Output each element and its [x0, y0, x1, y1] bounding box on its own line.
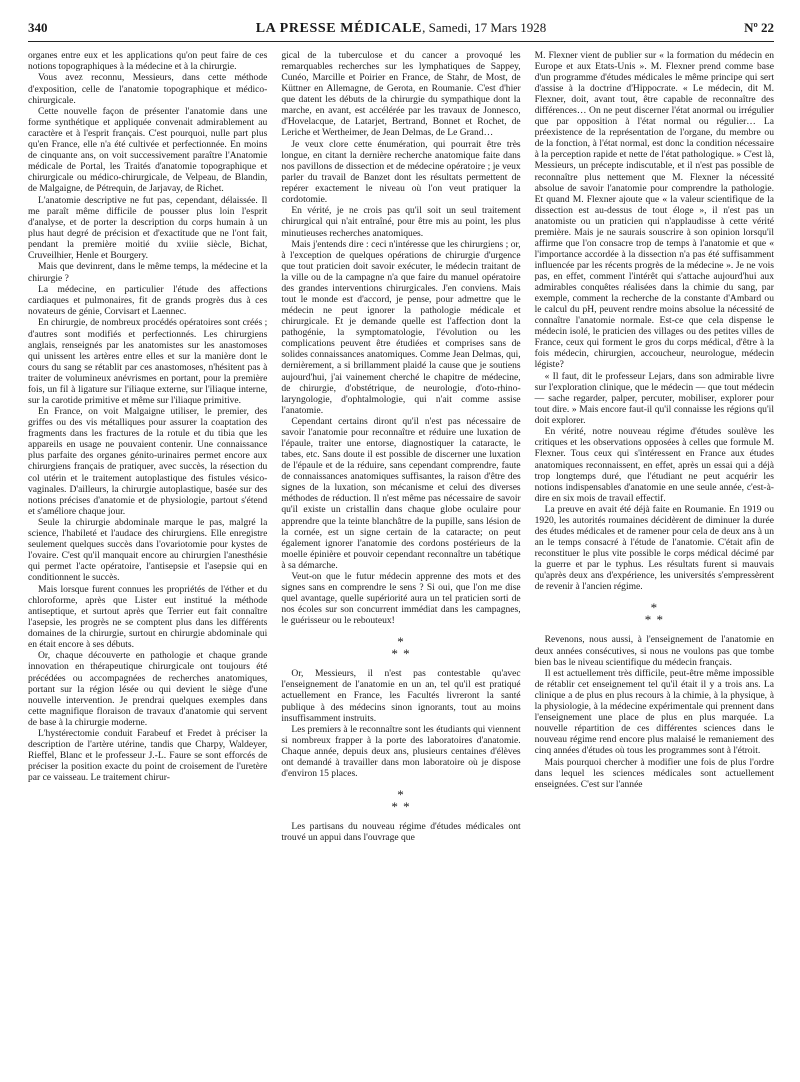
- paragraph: La preuve en avait été déjà faite en Roumanie. En 1919 ou 1920, les autorités roumaines décidèrent de diminuer la durée des études médicales et de ramener pour cela de deux ans à un an le temps consacré à l'étude de l'anatomie. C'était afin de reconstituer le plus vite possible le corps médical décimé par la guerre et par le typhus. Les résultats furent si mauvais qu'après deux ans d'expérience, les universités s'empressèrent de revenir à l'ancien régime.: [534, 504, 774, 593]
- paragraph: L'anatomie descriptive ne fut pas, cependant, délaissée. Il me paraît même difficile de pousser plus loin l'esprit d'analyse, et de porter la description du corps humain à un plus haut degré de précision et d'exactitude que ne l'ont fait, pendant la première moitié du xviiie siècle, Bichat, Cruveilhier, Henle et Bourgery.: [28, 194, 268, 262]
- paragraph: « Il faut, dit le professeur Lejars, dans son admirable livre sur l'exploration clinique, que le médecin — que tout médecin — sache regarder, palper, percuter, mobiliser, explorer pour tout dire. » Mais encore faut-il qu'il connaisse les régions qu'il doit explorer.: [534, 370, 774, 426]
- paragraph: Vous avez reconnu, Messieurs, dans cette méthode d'exposition, celle de l'anatomie topographique et médico-chirurgicale.: [28, 72, 268, 106]
- paragraph: La médecine, en particulier l'étude des affections cardiaques et pulmonaires, fit de grands progrès dus à ces novateurs de génie, Corvisart et Laennec.: [28, 283, 268, 318]
- paragraph: organes entre eux et les applications qu'on peut faire de ces notions topographiques à la médecine et à la chirurgie.: [28, 50, 268, 73]
- column-1: [28, 50, 267, 844]
- paragraph: Mais lorsque furent connues les propriétés de l'éther et du chloroforme, après que Lister eut institué la méthode antiseptique, et surtout après que Terrier eut fait connaître l'asepsie, les progrès ne se comptent plus dans les différents domaines de la chirurgie, surtout en chirurgie abdominale qui en était encore à ses débuts.: [28, 583, 268, 650]
- paragraph: Mais que devinrent, dans le même temps, la médecine et la chirurgie ?: [28, 261, 268, 284]
- page-number: 340: [28, 20, 48, 35]
- issue-number: Nº 22: [744, 20, 774, 35]
- paragraph: Revenons, nous aussi, à l'enseignement de l'anatomie en deux années consécutives, si nous ne voulons pas que tombe bien bas le niveau scientifique du médecin français.: [534, 634, 774, 668]
- paragraph: gical de la tuberculose et du cancer a provoqué les remarquables recherches sur les lymphatiques de Sappey, Cunéo, Marcille et Poirier en France, de Stahr, de Most, de Küttner en Allemagne, de Gerota, en Roumanie. C'est d'hier que datent les débuts de la chirurgie du sympathique dont la marche, en avant, est accélérée par les travaux de Jonnesco, d'Hovelacque, de Latarjet, Bertrand, Bonnet et Rochet, de Leriche et Wertheimer, de Jean Delmas, de Le Grand…: [281, 50, 521, 139]
- section-separator-asterism: * * *: [391, 787, 411, 815]
- paragraph: Il est actuellement très difficile, peut-être même impossible de rétablir cet enseignement tel qu'il était il y a trois ans. La clinique a de plus en plus recours à la chimie, à la physique, à la physiologie, à la médecine expérimentale qui prennent dans l'enseignement une place de plus en plus marquée. La nouvelle répartition de ces différentes sciences dans le nouveau régime rend encore plus malaisé le remaniement des cinq années d'études où tous les programmes sont à l'étroit.: [534, 668, 774, 757]
- paragraph: En vérité, notre nouveau régime d'études soulève les critiques et les observations opposées à celles que formule M. Flexner. Tous ceux qui s'intéressent en France aux études anatomiques reconnaissent, en effet, après un essai qui a déjà trop longtemps duré, que l'étudiant ne peut acquérir les notions indispensables d'anatomie en une seule année, c'est-à-dire en six mois de travail effectif.: [534, 426, 774, 504]
- paragraph: Seule la chirurgie abdominale marque le pas, malgré la science, l'habileté et l'audace des chirurgiens. Elle enregistre seulement quelques succès dans l'ovariotomie pour kystes de l'ovaire. C'est qu'il manquait encore au chirurgien l'anesthésie qui permet l'acte opératoire, l'antisepsie et l'asepsie qui en conditionnent le succès.: [28, 517, 268, 584]
- journal-title: [256, 20, 547, 37]
- section-separator-asterism: * * *: [391, 634, 411, 662]
- section-separator-asterism: * * *: [644, 600, 664, 628]
- paragraph: Cependant certains diront qu'il n'est pas nécessaire de savoir l'anatomie pour reconnaître et réduire une luxation de l'épaule, traiter une entorse, diagnostiquer la cataracte, le tabes, etc. Sans doute il est possible de discerner une luxation de l'épaule et de la réduire, sans cependant comprendre, faute de connaissances anatomiques suffisantes, la raison d'être des signes de la luxation, son mécanisme et celui des diverses méthodes de réduction. Il n'est même pas nécessaire de savoir qu'il existe un cristallin dans chaque globe oculaire pour apprendre que la teinte blanchâtre de la pupille, sans lésion de la cornée, est un signe certain de la cataracte; on peut également ignorer l'anatomie des cordons postérieurs de la moelle épinière et pouvoir cependant reconnaître un tabétique à sa démarche.: [281, 416, 521, 571]
- column-3: [535, 50, 774, 844]
- column-2: [281, 50, 520, 844]
- journal-name: LA PRESSE MÉDICALE: [255, 21, 423, 36]
- paragraph: Mais j'entends dire : ceci n'intéresse que les chirurgiens ; or, à l'exception de quelques opérations de chirurgie d'urgence que tout praticien doit savoir exécuter, le médecin traitant de la ville ou de la campagne n'a que faire du manuel opératoire des grandes interventions chirurgicales. J'en conviens. Mais tout le monde est d'accord, je pense, pour admettre que le médecin ne peut ignorer la pathologie médicale et chirurgicale. Et je demande quelle est l'affection dont la pathogénie, la symptomatologie, l'évolution ou les complications peuvent être étudiées et comprises sans de solides connaissances anatomiques. Comme Jean Delmas, qui, dernièrement, a si brillamment plaidé la cause que je soutiens aujourd'hui, j'ai vainement cherché le chapitre de médecine, de chirurgie, d'obstétrique, de neurologie, d'oto-rhino-laryngologie, d'ophtalmologie, qui n'ait comme assise l'anatomie.: [281, 238, 521, 416]
- paragraph: Les premiers à le reconnaître sont les étudiants qui viennent si nombreux frapper à la porte des laboratoires d'anatomie. Chaque année, depuis deux ans, plusieurs centaines d'élèves ont demandé à travailler dans mon laboratoire où je dispose d'environ 15 places.: [281, 724, 521, 780]
- page-header: [28, 20, 774, 42]
- paragraph: En chirurgie, de nombreux procédés opératoires sont créés ; d'autres sont modifiés et perfectionnés. Les chirurgiens anglais, renseignés par les anatomistes sur les anastomoses qui unissent les artères entre elles et sur la manière dont le cours du sang se rétablit par ces anastomoses, n'hésitent pas à traiter de volumineux anévrismes en portant, pour la première fois, un fil à ligature sur l'iliaque externe, sur l'iliaque interne, sur la carotide primitive et même sur l'iliaque primitive.: [28, 317, 268, 406]
- paragraph: Les partisans du nouveau régime d'études médicales ont trouvé un appui dans l'ouvrage que: [281, 821, 521, 844]
- paragraph: Mais pourquoi chercher à modifier une fois de plus l'ordre dans lequel les sciences médicales sont actuellement enseignées. C'est sur l'année: [534, 756, 774, 790]
- paragraph: En vérité, je ne crois pas qu'il soit un seul traitement chirurgical qui n'ait entraîné, pour être mis au point, les plus minutieuses recherches anatomiques.: [281, 205, 521, 239]
- paragraph: Or, chaque découverte en pathologie et chaque grande innovation en thérapeutique chirurgicale ont toujours été précédées ou accompagnées de recherches anatomiques, portant sur la région lésée ou qui devient le siège d'une nouvelle intervention. Je prendrai quelques exemples dans cette magnifique floraison de travaux d'anatomie qui servent de base à la chirurgie moderne.: [28, 650, 268, 728]
- paragraph: L'hystérectomie conduit Farabeuf et Fredet à préciser la description de l'artère utérine, tandis que Charpy, Waldeyer, Rieffel, Blanc et le professeur J.-L. Faure se sont efforcés de préciser la position exacte du point de croisement de l'uretère par ce vaisseau. Le traitement chirur-: [28, 728, 268, 784]
- paragraph: Je veux clore cette énumération, qui pourrait être très longue, en citant la dernière recherche anatomique faite dans nos pavillons de dissection et de médecine opératoire ; je veux parler du travail de Banzet dont les résultats permettent de repérer exactement le niveau où l'on veut pratiquer la cordotomie.: [281, 138, 521, 205]
- paragraph: Cette nouvelle façon de présenter l'anatomie dans une forme synthétique et appliquée convenait admirablement au caractère et à l'esprit français. C'est pourquoi, nulle part plus qu'en France, elle n'a été cultivée et perfectionnée. En moins de cinquante ans, on voit successivement paraître l'Anatomie médicale de Portal, les Traités d'anatomie topographique et chirurgicale ou médico-chirurgicale, de Velpeau, de Blandin, de Malgaigne, de Pétrequin, de Jarjavay, de Richet.: [28, 106, 268, 195]
- issue-date: , Samedi, 17 Mars 1928: [422, 20, 547, 35]
- paragraph: Or, Messieurs, il n'est pas contestable qu'avec l'enseignement de l'anatomie en un an, tel qu'il est pratiqué actuellement en France, les Facultés livreront la santé publique à des médecins sinon ignorants, tout au moins insuffisamment instruits.: [281, 668, 521, 724]
- text-columns: [28, 50, 774, 844]
- paragraph: En France, on voit Malgaigne utiliser, le premier, des griffes ou des vis métalliques pour assurer la coaptation des fragments dans les fractures de la rotule et du tibia que les appareils en usage ne pouvaient contenir. Une connaissance plus parfaite des organes génito-urinaires permet encore aux chirurgiens français de pratiquer, avec succès, la résection du col utérin et le traitement autoplastique des fistules vésico-vaginales. D'ailleurs, la chirurgie autoplastique, basée sur des notions précises d'anatomie et de physiologie, partout s'étend et s'améliore chaque jour.: [28, 406, 268, 517]
- paragraph: M. Flexner vient de publier sur « la formation du médecin en Europe et aux Etats-Unis ». M. Flexner prend comme base d'un programme d'études médicales le même principe qui sert d'assise à la doctrine d'Hippocrate. « Le médecin, dit M. Flexner, doit, avant tout, être capable de reconnaître des différences… On ne peut discerner l'état anormal ou irrégulier que par opposition à l'état normal ou régulier… La préexistence de la représentation de l'organe, du membre ou de la fonction, à l'état normal, est donc la condition nécessaire à la perception rapide et nette de l'état pathologique. » C'est là, Messieurs, un précepte indiscutable, et il n'est pas possible de reconnaître plus nettement que M. Flexner la nécessité absolue de savoir l'anatomie pour comprendre la pathologie. Et quand M. Flexner ajoute que « la valeur scientifique de la dissection est au-dessus de tout éloge », il n'est pas un anatomiste ou un praticien qui n'applaudisse à cette vérité première. Mais je ne saurais souscrire à son opinion lorsqu'il affirme que l'on consacre trop de temps à l'anatomie et que « l'importance accordée à la dissection n'a pas été suffisamment influencée par les récents progrès de la médecine ». Je ne vois pas, en effet, comment l'intérêt qui s'attache aujourd'hui aux admirables conquêtes réalisées dans la chimie du sang, par exemple, comment la recherche de la constante d'Ambard ou le calcul du pH, peuvent rendre moins absolue la nécessité de connaître l'anatomie normale. Est-ce que cela dispense le médecin isolé, le praticien des villages ou des petites villes de France, ceux qui forment le gros du corps médical, d'être à la fois médecin, chirurgien, accoucheur, neurologue, médecin légiste?: [534, 50, 774, 371]
- paragraph: Veut-on que le futur médecin apprenne des mots et des signes sans en comprendre le sens ? Si oui, que l'on me dise quel avantage, quelle supériorité aura un tel praticien sorti de nos écoles sur son concurrent immédiat dans les campagnes, le guérisseur ou le rebouteux!: [281, 571, 521, 627]
